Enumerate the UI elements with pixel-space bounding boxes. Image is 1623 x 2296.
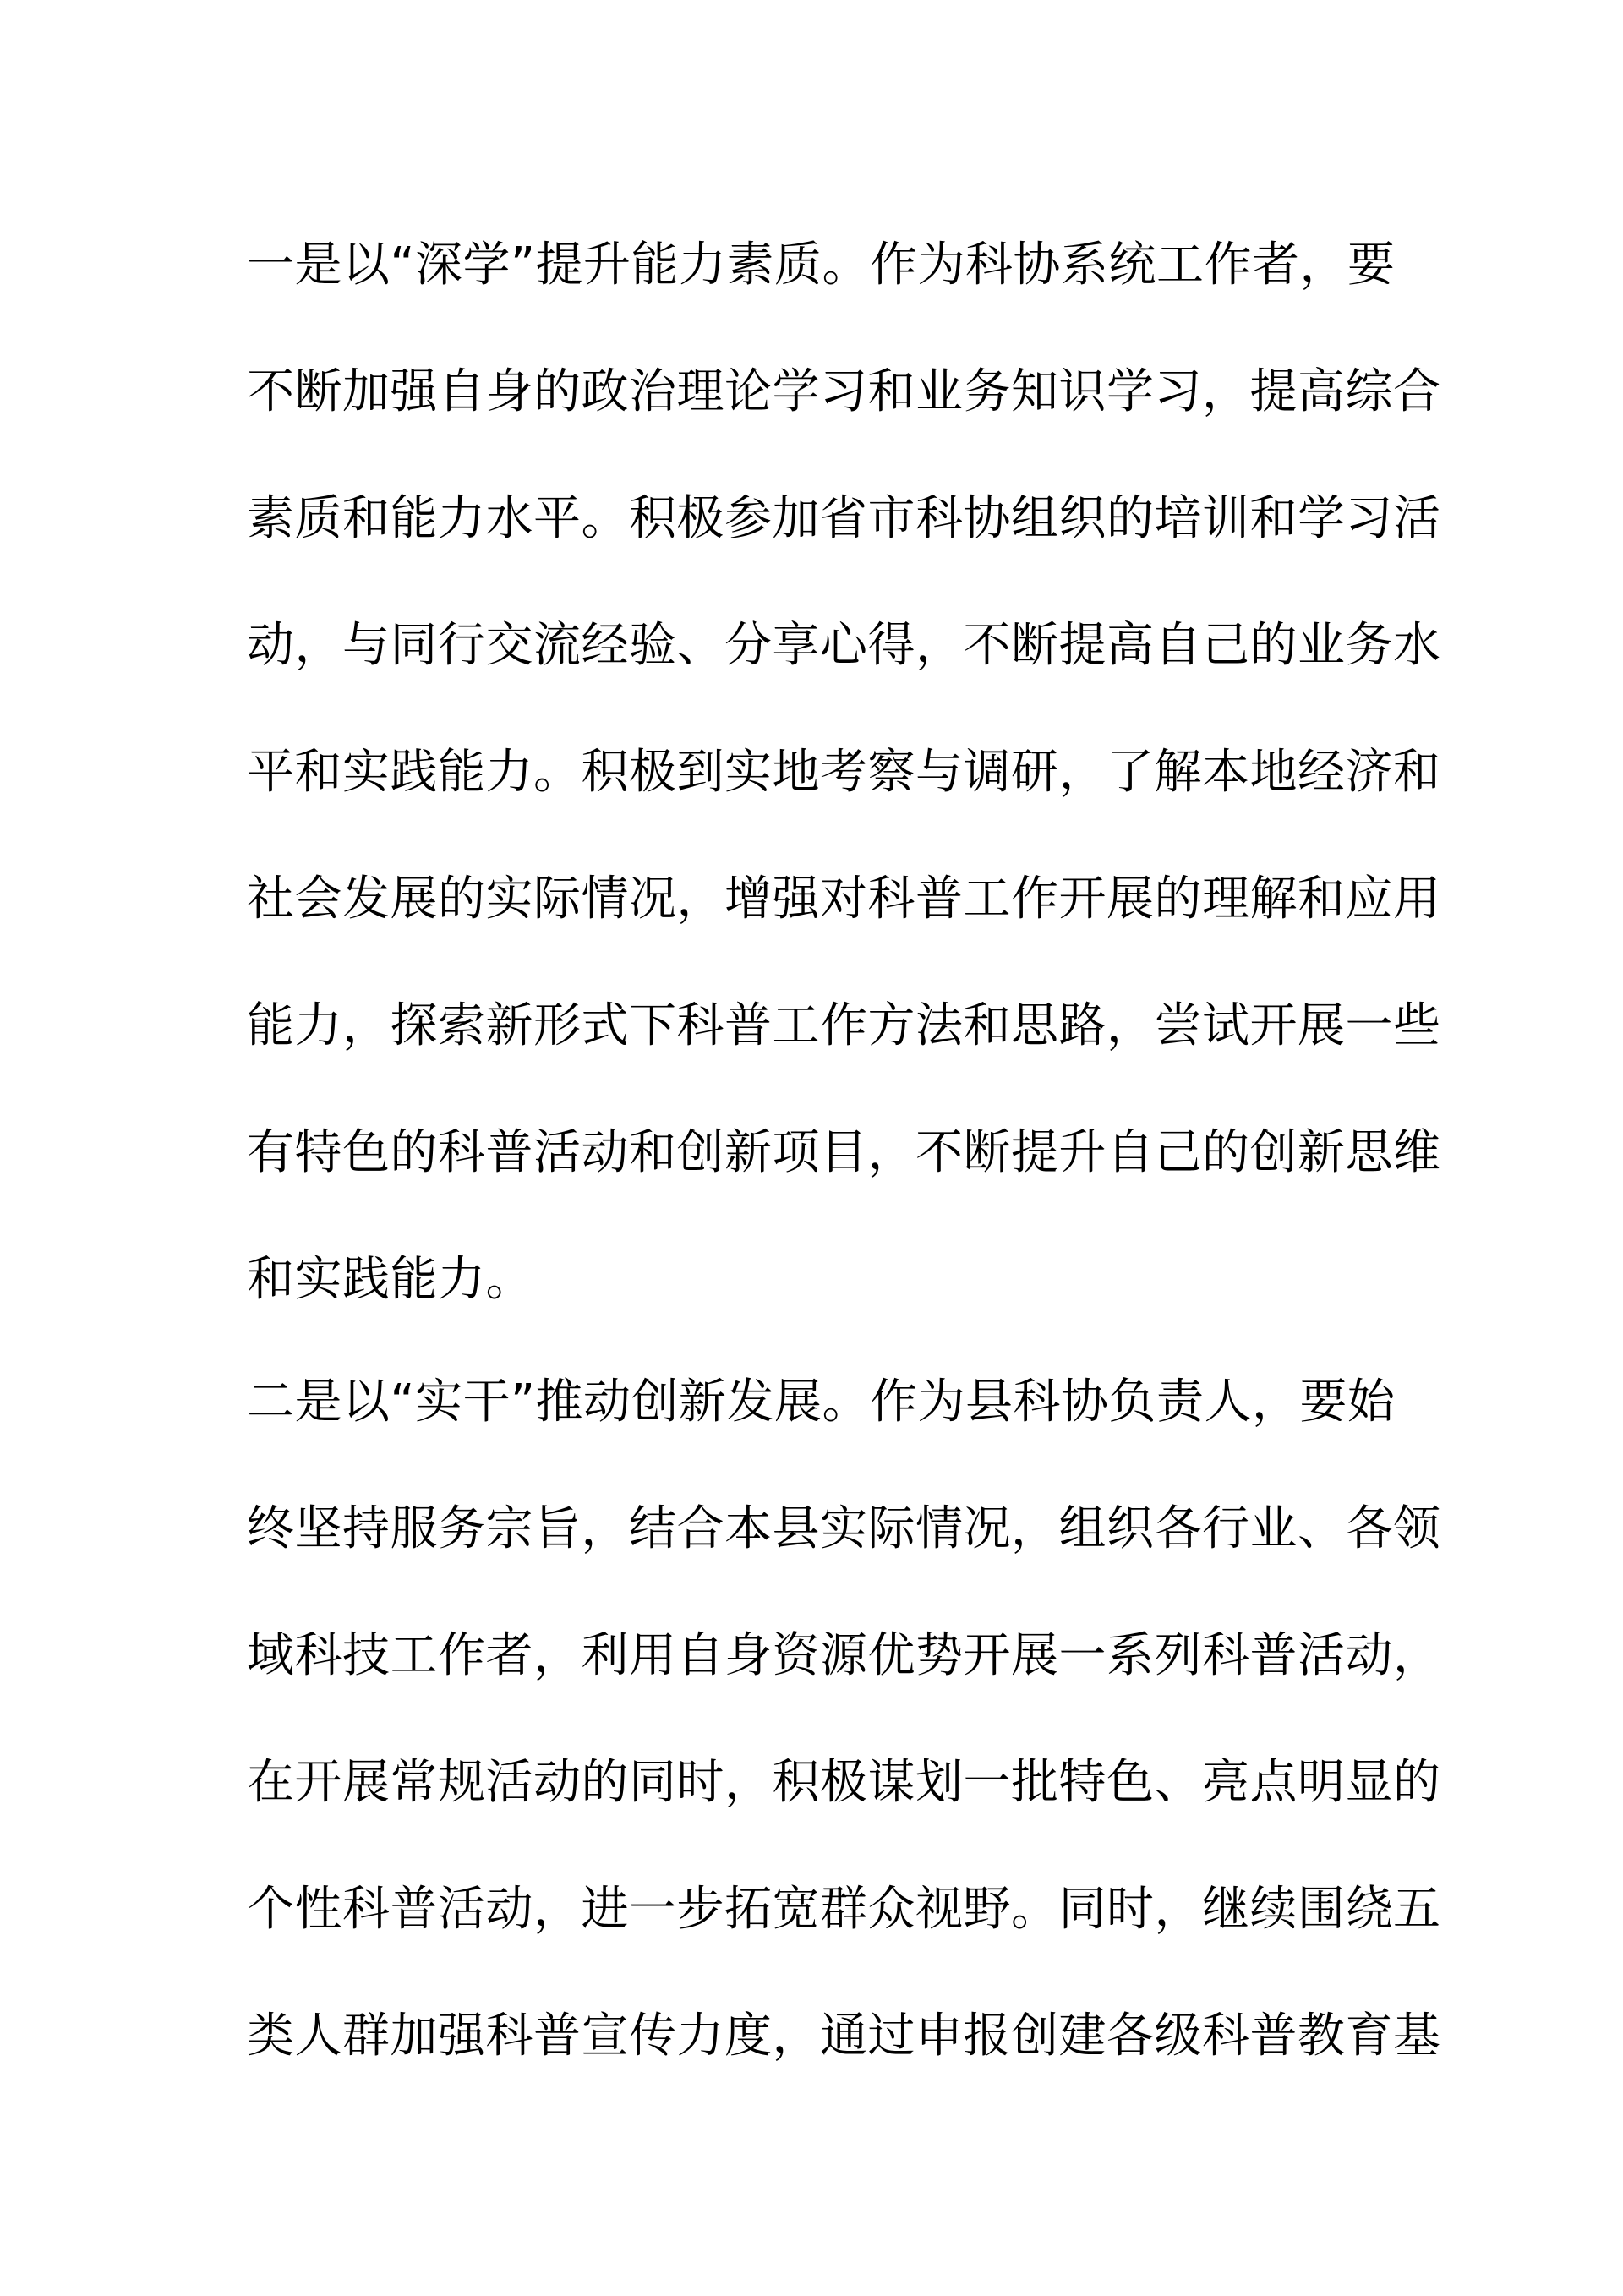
text-line: 不断加强自身的政治理论学习和业务知识学习，提高综合	[247, 364, 1441, 419]
text-line: 社会发展的实际情况，增强对科普工作开展的理解和应用	[247, 872, 1441, 927]
text-line: 能力，探索新形式下科普工作方法和思路，尝试开展一些	[247, 998, 1441, 1053]
text-line: 域科技工作者，利用自身资源优势开展一系列科普活动，	[247, 1628, 1441, 1683]
text-line: 素质和能力水平。积极参加省市科协组织的培训和学习活	[247, 491, 1441, 546]
text-line: 在开展常规活动的同时，积极谋划一批特色、亮点明显的	[247, 1755, 1441, 1810]
text-line: 二是以“实干”推动创新发展。作为县科协负责人，要始	[247, 1375, 1396, 1430]
paragraph-practical-work	[247, 1365, 1441, 2126]
text-line: 类人群加强科普宣传力度，通过申报创建各级科普教育基	[247, 2009, 1441, 2064]
text-line: 终坚持服务宗旨，结合本县实际情况，组织各行业、各领	[247, 1501, 1441, 1556]
text-line: 一是以“深学”提升能力素质。作为科协系统工作者，要	[247, 238, 1396, 292]
text-line: 平和实践能力。积极到实地考察与调研，了解本地经济和	[247, 745, 1441, 800]
text-line: 和实践能力。	[247, 1252, 533, 1307]
text-line: 动，与同行交流经验、分享心得，不断提高自己的业务水	[247, 618, 1441, 673]
paragraph-deep-learning	[247, 228, 1441, 1369]
text-line: 有特色的科普活动和创新项目，不断提升自己的创新思维	[247, 1125, 1441, 1180]
text-line: 个性科普活动，进一步拓宽群众视野。同时，继续围绕五	[247, 1882, 1441, 1937]
